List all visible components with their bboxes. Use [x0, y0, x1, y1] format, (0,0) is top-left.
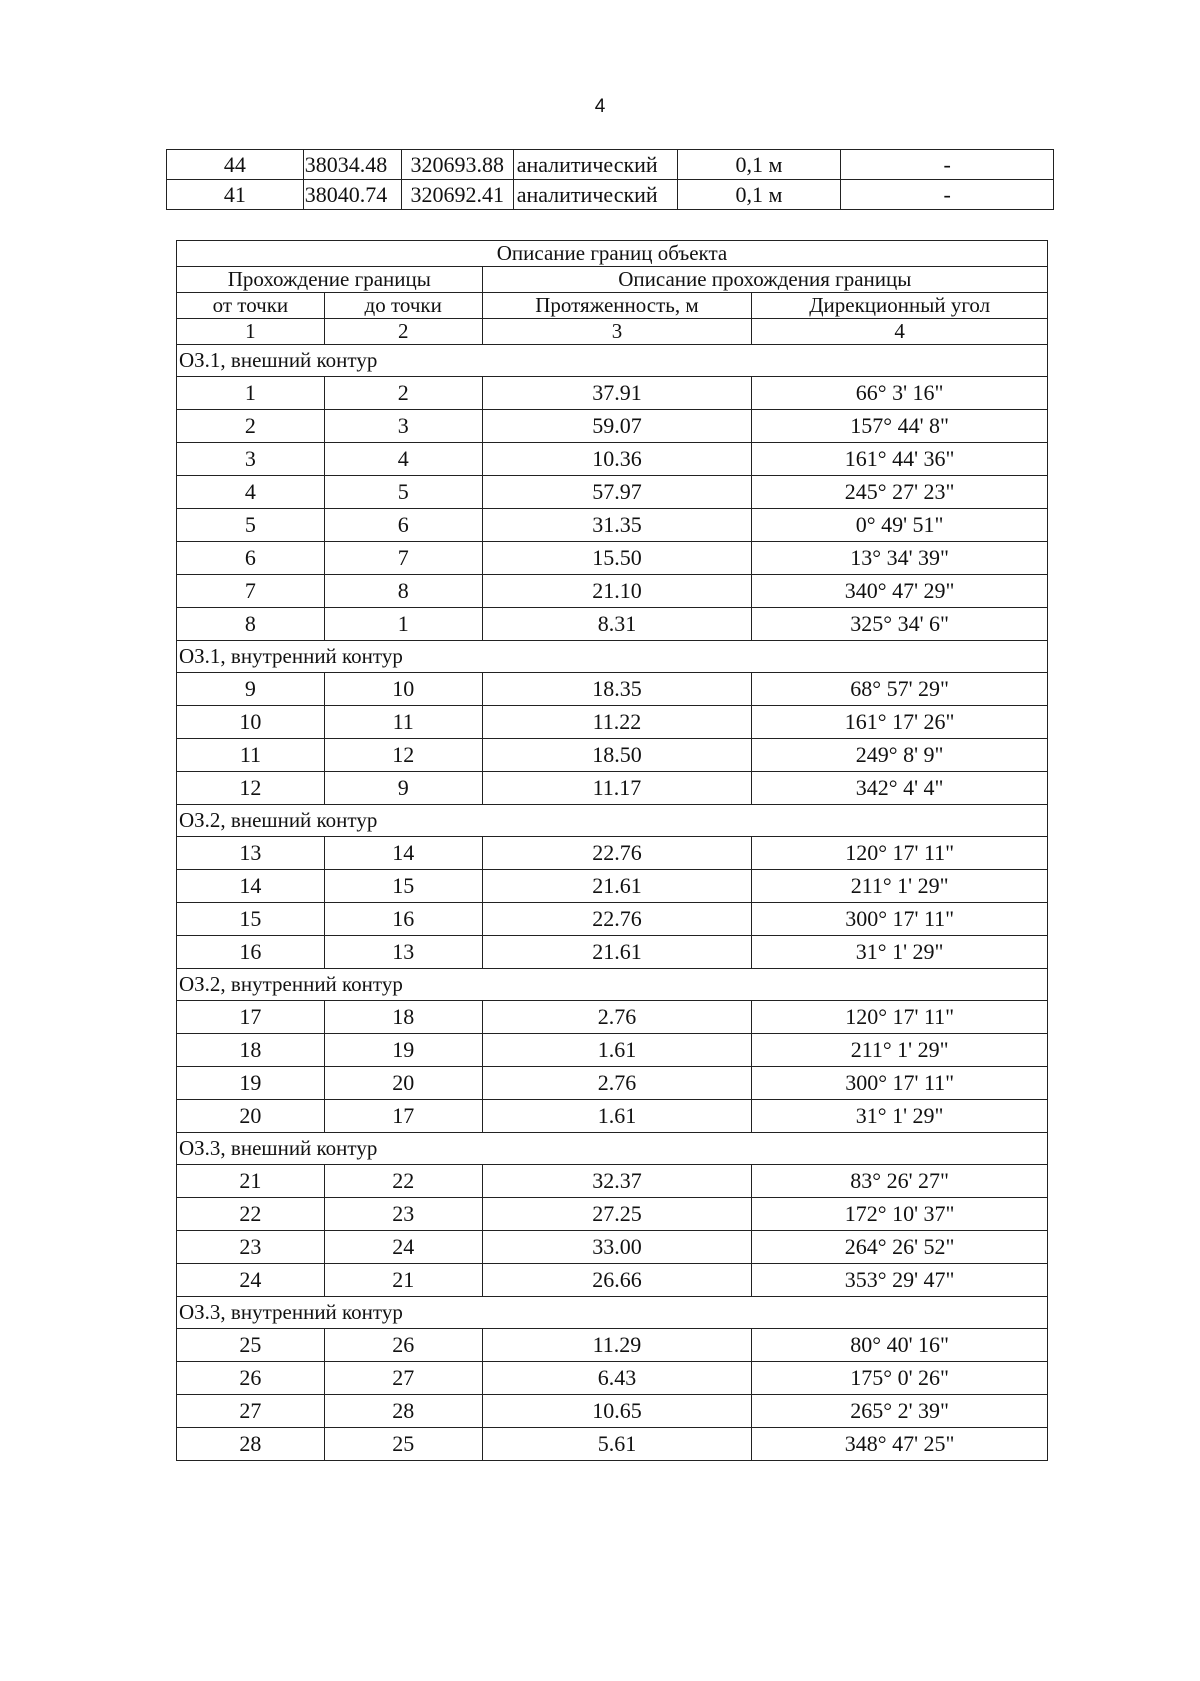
table-row — [177, 1001, 1048, 1034]
table-row — [177, 608, 1048, 641]
section-header-row — [177, 1133, 1048, 1165]
from-point-cell: 12 — [177, 772, 325, 805]
from-point-cell: 21 — [177, 1165, 325, 1198]
column-header-row — [177, 293, 1048, 319]
to-point-cell: 27 — [324, 1362, 482, 1395]
table-row — [177, 1362, 1048, 1395]
section-header-row — [177, 969, 1048, 1001]
angle-cell: 157° 44' 8" — [752, 410, 1048, 443]
length-cell: 18.50 — [482, 739, 752, 772]
from-point-cell: 17 — [177, 1001, 325, 1034]
from-point-cell: 6 — [177, 542, 325, 575]
to-point-cell: 15 — [324, 870, 482, 903]
angle-cell: 172° 10' 37" — [752, 1198, 1048, 1231]
angle-cell: 68° 57' 29" — [752, 673, 1048, 706]
y-coordinate-cell: 320693.88 — [401, 150, 513, 180]
from-point-cell: 8 — [177, 608, 325, 641]
table-row — [177, 870, 1048, 903]
angle-cell: 300° 17' 11" — [752, 903, 1048, 936]
length-cell: 15.50 — [482, 542, 752, 575]
table-row — [177, 772, 1048, 805]
length-cell: 1.61 — [482, 1034, 752, 1067]
angle-cell: 265° 2' 39" — [752, 1395, 1048, 1428]
to-point-cell: 3 — [324, 410, 482, 443]
table-row — [177, 1428, 1048, 1461]
length-cell: 21.10 — [482, 575, 752, 608]
table-title-row — [177, 241, 1048, 267]
table-row — [177, 903, 1048, 936]
angle-cell: 161° 17' 26" — [752, 706, 1048, 739]
angle-cell: 211° 1' 29" — [752, 1034, 1048, 1067]
length-cell: 10.65 — [482, 1395, 752, 1428]
section-title: ОЗ.1, внутренний контур — [177, 641, 1048, 673]
from-point-cell: 7 — [177, 575, 325, 608]
from-point-cell: 2 — [177, 410, 325, 443]
table-row — [177, 377, 1048, 410]
to-point-cell: 13 — [324, 936, 482, 969]
to-point-cell: 8 — [324, 575, 482, 608]
page-number: 4 — [594, 96, 606, 117]
note-cell: - — [841, 150, 1054, 180]
from-point-cell: 5 — [177, 509, 325, 542]
length-cell: 11.17 — [482, 772, 752, 805]
from-point-cell: 25 — [177, 1329, 325, 1362]
column-number: 3 — [482, 319, 752, 345]
to-point-cell: 22 — [324, 1165, 482, 1198]
from-point-cell: 22 — [177, 1198, 325, 1231]
length-cell: 6.43 — [482, 1362, 752, 1395]
table-row — [177, 509, 1048, 542]
to-point-cell: 21 — [324, 1264, 482, 1297]
from-point-cell: 11 — [177, 739, 325, 772]
column-number: 4 — [752, 319, 1048, 345]
length-cell: 27.25 — [482, 1198, 752, 1231]
from-point-cell: 15 — [177, 903, 325, 936]
to-point-cell: 7 — [324, 542, 482, 575]
from-point-cell: 18 — [177, 1034, 325, 1067]
accuracy-cell: 0,1 м — [677, 180, 841, 210]
table-row — [177, 1198, 1048, 1231]
group-header-description: Описание прохождения границы — [482, 267, 1047, 293]
table-row — [177, 410, 1048, 443]
length-cell: 5.61 — [482, 1428, 752, 1461]
section-title: ОЗ.2, внутренний контур — [177, 969, 1048, 1001]
table-row — [177, 673, 1048, 706]
to-point-cell: 14 — [324, 837, 482, 870]
length-cell: 33.00 — [482, 1231, 752, 1264]
to-point-cell: 6 — [324, 509, 482, 542]
to-point-cell: 12 — [324, 739, 482, 772]
angle-cell: 80° 40' 16" — [752, 1329, 1048, 1362]
angle-cell: 249° 8' 9" — [752, 739, 1048, 772]
angle-cell: 161° 44' 36" — [752, 443, 1048, 476]
table-row — [177, 706, 1048, 739]
angle-cell: 342° 4' 4" — [752, 772, 1048, 805]
from-point-cell: 9 — [177, 673, 325, 706]
table-row — [177, 1034, 1048, 1067]
column-header-angle: Дирекционный угол — [752, 293, 1048, 319]
table-row — [167, 150, 1054, 180]
angle-cell: 353° 29' 47" — [752, 1264, 1048, 1297]
to-point-cell: 4 — [324, 443, 482, 476]
table-row — [177, 1395, 1048, 1428]
from-point-cell: 20 — [177, 1100, 325, 1133]
from-point-cell: 14 — [177, 870, 325, 903]
from-point-cell: 16 — [177, 936, 325, 969]
length-cell: 1.61 — [482, 1100, 752, 1133]
length-cell: 31.35 — [482, 509, 752, 542]
table-row — [177, 575, 1048, 608]
length-cell: 18.35 — [482, 673, 752, 706]
boundary-description-table — [176, 240, 1048, 1461]
table-row — [177, 837, 1048, 870]
from-point-cell: 10 — [177, 706, 325, 739]
length-cell: 22.76 — [482, 837, 752, 870]
angle-cell: 13° 34' 39" — [752, 542, 1048, 575]
column-header-from: от точки — [177, 293, 325, 319]
to-point-cell: 20 — [324, 1067, 482, 1100]
angle-cell: 31° 1' 29" — [752, 936, 1048, 969]
angle-cell: 325° 34' 6" — [752, 608, 1048, 641]
column-number-row — [177, 319, 1048, 345]
length-cell: 2.76 — [482, 1067, 752, 1100]
group-header-passage: Прохождение границы — [177, 267, 483, 293]
table-row — [177, 1067, 1048, 1100]
section-title: ОЗ.3, внутренний контур — [177, 1297, 1048, 1329]
section-header-row — [177, 641, 1048, 673]
table-row — [177, 443, 1048, 476]
coordinates-table — [166, 149, 1054, 210]
table-row — [177, 476, 1048, 509]
table-row — [177, 936, 1048, 969]
to-point-cell: 5 — [324, 476, 482, 509]
angle-cell: 83° 26' 27" — [752, 1165, 1048, 1198]
to-point-cell: 11 — [324, 706, 482, 739]
length-cell: 11.22 — [482, 706, 752, 739]
section-title: ОЗ.1, внешний контур — [177, 345, 1048, 377]
table-row — [167, 180, 1054, 210]
to-point-cell: 26 — [324, 1329, 482, 1362]
length-cell: 11.29 — [482, 1329, 752, 1362]
angle-cell: 0° 49' 51" — [752, 509, 1048, 542]
column-header-to: до точки — [324, 293, 482, 319]
section-title: ОЗ.3, внешний контур — [177, 1133, 1048, 1165]
angle-cell: 245° 27' 23" — [752, 476, 1048, 509]
to-point-cell: 24 — [324, 1231, 482, 1264]
length-cell: 21.61 — [482, 936, 752, 969]
length-cell: 37.91 — [482, 377, 752, 410]
to-point-cell: 1 — [324, 608, 482, 641]
angle-cell: 66° 3' 16" — [752, 377, 1048, 410]
length-cell: 57.97 — [482, 476, 752, 509]
to-point-cell: 18 — [324, 1001, 482, 1034]
length-cell: 2.76 — [482, 1001, 752, 1034]
angle-cell: 300° 17' 11" — [752, 1067, 1048, 1100]
group-header-row — [177, 267, 1048, 293]
x-coordinate-cell: 38034.48 — [303, 150, 401, 180]
angle-cell: 120° 17' 11" — [752, 837, 1048, 870]
from-point-cell: 13 — [177, 837, 325, 870]
length-cell: 8.31 — [482, 608, 752, 641]
length-cell: 59.07 — [482, 410, 752, 443]
method-cell: аналитический — [513, 150, 677, 180]
column-number: 2 — [324, 319, 482, 345]
from-point-cell: 23 — [177, 1231, 325, 1264]
to-point-cell: 19 — [324, 1034, 482, 1067]
length-cell: 26.66 — [482, 1264, 752, 1297]
section-header-row — [177, 1297, 1048, 1329]
from-point-cell: 27 — [177, 1395, 325, 1428]
table-row — [177, 1329, 1048, 1362]
accuracy-cell: 0,1 м — [677, 150, 841, 180]
to-point-cell: 28 — [324, 1395, 482, 1428]
from-point-cell: 3 — [177, 443, 325, 476]
angle-cell: 348° 47' 25" — [752, 1428, 1048, 1461]
to-point-cell: 25 — [324, 1428, 482, 1461]
to-point-cell: 10 — [324, 673, 482, 706]
point-number-cell: 41 — [167, 180, 304, 210]
angle-cell: 120° 17' 11" — [752, 1001, 1048, 1034]
to-point-cell: 2 — [324, 377, 482, 410]
section-header-row — [177, 345, 1048, 377]
to-point-cell: 16 — [324, 903, 482, 936]
column-header-length: Протяженность, м — [482, 293, 752, 319]
length-cell: 10.36 — [482, 443, 752, 476]
table-row — [177, 1264, 1048, 1297]
length-cell: 21.61 — [482, 870, 752, 903]
angle-cell: 31° 1' 29" — [752, 1100, 1048, 1133]
length-cell: 32.37 — [482, 1165, 752, 1198]
table-row — [177, 1231, 1048, 1264]
table-row — [177, 1100, 1048, 1133]
table-row — [177, 1165, 1048, 1198]
from-point-cell: 4 — [177, 476, 325, 509]
from-point-cell: 24 — [177, 1264, 325, 1297]
x-coordinate-cell: 38040.74 — [303, 180, 401, 210]
table-row — [177, 542, 1048, 575]
from-point-cell: 26 — [177, 1362, 325, 1395]
angle-cell: 211° 1' 29" — [752, 870, 1048, 903]
angle-cell: 175° 0' 26" — [752, 1362, 1048, 1395]
to-point-cell: 23 — [324, 1198, 482, 1231]
point-number-cell: 44 — [167, 150, 304, 180]
section-title: ОЗ.2, внешний контур — [177, 805, 1048, 837]
note-cell: - — [841, 180, 1054, 210]
length-cell: 22.76 — [482, 903, 752, 936]
table-row — [177, 739, 1048, 772]
angle-cell: 264° 26' 52" — [752, 1231, 1048, 1264]
column-number: 1 — [177, 319, 325, 345]
from-point-cell: 19 — [177, 1067, 325, 1100]
to-point-cell: 9 — [324, 772, 482, 805]
y-coordinate-cell: 320692.41 — [401, 180, 513, 210]
from-point-cell: 28 — [177, 1428, 325, 1461]
table-title: Описание границ объекта — [177, 241, 1048, 267]
from-point-cell: 1 — [177, 377, 325, 410]
to-point-cell: 17 — [324, 1100, 482, 1133]
section-header-row — [177, 805, 1048, 837]
method-cell: аналитический — [513, 180, 677, 210]
angle-cell: 340° 47' 29" — [752, 575, 1048, 608]
